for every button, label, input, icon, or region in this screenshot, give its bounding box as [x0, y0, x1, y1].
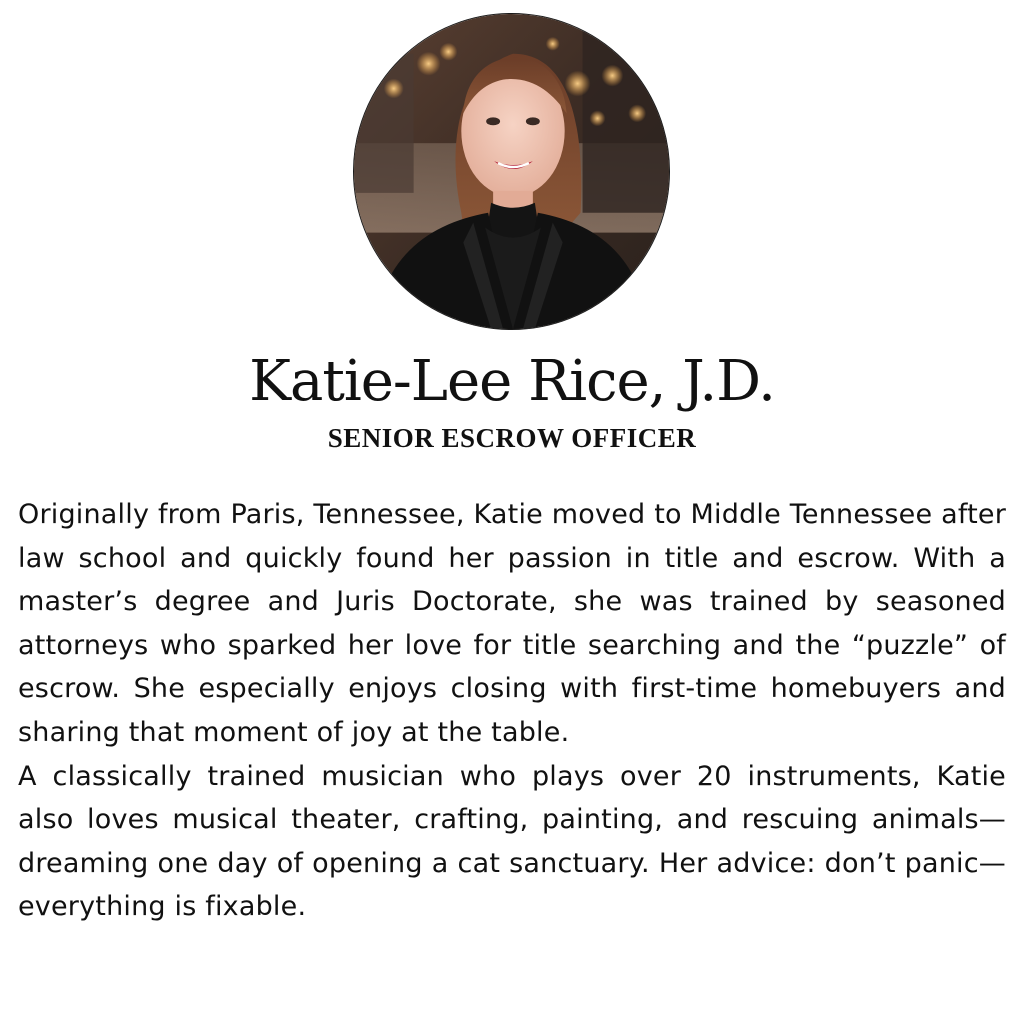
person-name: Katie-Lee Rice, J.D. — [249, 349, 775, 414]
bio-text — [18, 493, 1006, 929]
portrait-photo-icon — [354, 14, 669, 329]
bio-paragraph-2: A classically trained musician who plays over 20 instruments, Katie also loves musical theater, crafting, painting, and rescuing animals—dreaming one day of opening a cat sanctuary. Her advice: don’t panic—everything is fixable. — [18, 760, 1006, 923]
profile-photo — [353, 13, 670, 330]
job-title: SENIOR ESCROW OFFICER — [327, 423, 697, 453]
bio-paragraph-1: Originally from Paris, Tennessee, Katie moved to Middle Tennessee after law school and quickly found her passion in title and escrow. With a master’s degree and Juris Doctorate, she was trained by seasoned attorneys who sparked her love for title searching and the “puzzle” of escrow. She especially enjoys closing with first-time homebuyers and sharing that moment of joy at the table. — [18, 499, 1006, 748]
